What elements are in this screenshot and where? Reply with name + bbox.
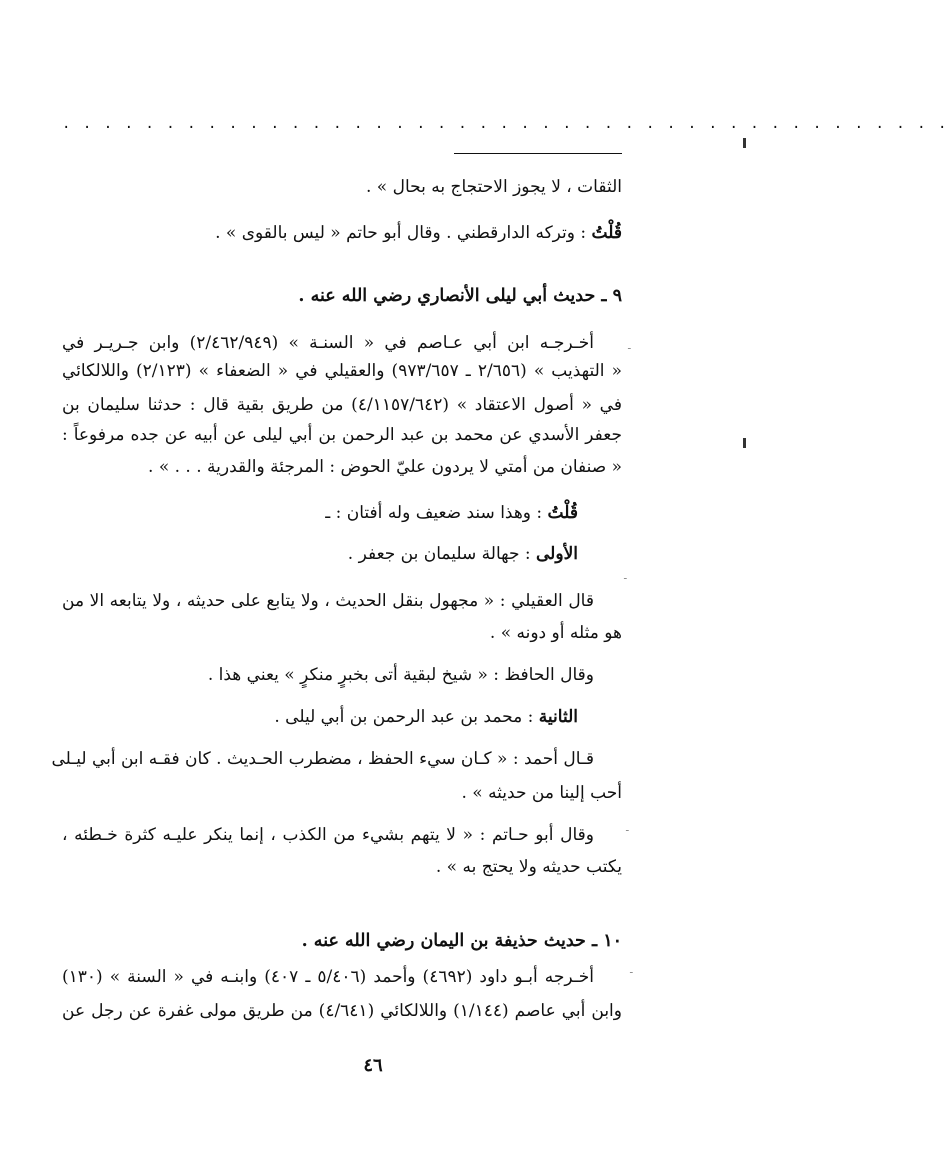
text-line: « صنفان من أمتي لا يردون عليّ الحوض : المرجئة والقدرية . . . » . — [148, 457, 622, 477]
text-line — [62, 543, 622, 565]
text-line: جعفر الأسدي عن محمد بن عبد الرحمن بن أبي ليلى عن أبيه عن جده مرفوعاً : — [62, 425, 622, 445]
scan-edge-mark — [743, 138, 746, 148]
text-line: أخـرجه أبـو داود (٤٦٩٢) وأحمد (٥/٤٠٦ ـ ٤٠٧) وابنـه في « السنة » (١٣٠) — [62, 967, 594, 987]
text-line: هو مثله أو دونه » . — [489, 623, 622, 643]
text-span: : وتركه الدارقطني . وقال أبو حاتم « ليس بالقوى » . — [215, 223, 592, 243]
text-line: وقال أبو حـاتم : « لا يتهم بشيء من الكذب ، إنما ينكر عليـه كثرة خـطئه ، — [62, 825, 594, 845]
footnote-rule — [454, 153, 622, 154]
text-span: : جهالة سليمان بن جعفر . — [347, 544, 537, 564]
margin-mark: ـ — [628, 342, 631, 352]
text-span: : محمد بن عبد الرحمن بن أبي ليلى . — [274, 707, 539, 727]
text-line — [62, 222, 622, 244]
qultu-label: قُلْتُ — [591, 223, 622, 243]
text-line — [62, 502, 622, 524]
text-line: في « أصول الاعتقاد » (٤/١١٥٧/٦٤٢) من طريق بقية قال : حدثنا سليمان بن — [62, 395, 622, 415]
text-line: وابن أبي عاصم (١/١٤٤) واللالكائي (٤/٦٤١) من طريق مولى غفرة عن رجل عن — [62, 1001, 622, 1021]
hadith-heading-10: ١٠ ـ حديث حذيفة بن اليمان رضي الله عنه . — [301, 931, 622, 951]
text-span: : وهذا سند ضعيف وله أفتان : ـ — [325, 503, 548, 523]
text-line: الثقات ، لا يجوز الاحتجاج به بحال » . — [366, 177, 622, 197]
text-line: أحب إلينا من حديثه » . — [461, 783, 622, 803]
second-label: الثانية — [538, 707, 578, 727]
text-line: وقال الحافظ : « شيخ لبقية أتى بخبرٍ منكرٍ » يعني هذا . — [207, 665, 594, 685]
text-line — [62, 706, 622, 728]
margin-mark: ـ — [626, 824, 629, 834]
page-number: ٤٦ — [363, 1055, 383, 1076]
text-line: يكتب حديثه ولا يحتج به » . — [435, 857, 622, 877]
text-line: قـال أحمد : « كـان سيء الحفظ ، مضطرب الحـديث . كان فقـه ابن أبي ليـلى — [51, 749, 594, 769]
text-line: قال العقيلي : « مجهول بنقل الحديث ، ولا يتابع على حديثه ، ولا يتابعه الا من — [62, 591, 594, 611]
text-line: أخـرجـه ابن أبي عـاصم في « السنـة » (٢/٤٦٢/٩٤٩) وابن جـريـر في — [62, 333, 594, 353]
first-label: الأولى — [536, 544, 578, 564]
hadith-heading-9: ٩ ـ حديث أبي ليلى الأنصاري رضي الله عنه . — [298, 286, 622, 306]
scan-edge-mark — [743, 438, 746, 448]
qultu-label: قُلْتُ — [547, 503, 578, 523]
footnote-separator-dots: . . . . . . . . . . . . . . . . . . . . . . . . . . . . . . . . . . . . . . . . . . . — [62, 116, 948, 132]
text-line: « التهذيب » (٢/٦٥٦ ـ ٩٧٣/٦٥٧) والعقيلي في « الضعفاء » (٢/١٢٣) واللالكائي — [62, 361, 622, 381]
margin-mark: ـ — [624, 572, 627, 582]
margin-mark: ـ — [630, 966, 633, 976]
